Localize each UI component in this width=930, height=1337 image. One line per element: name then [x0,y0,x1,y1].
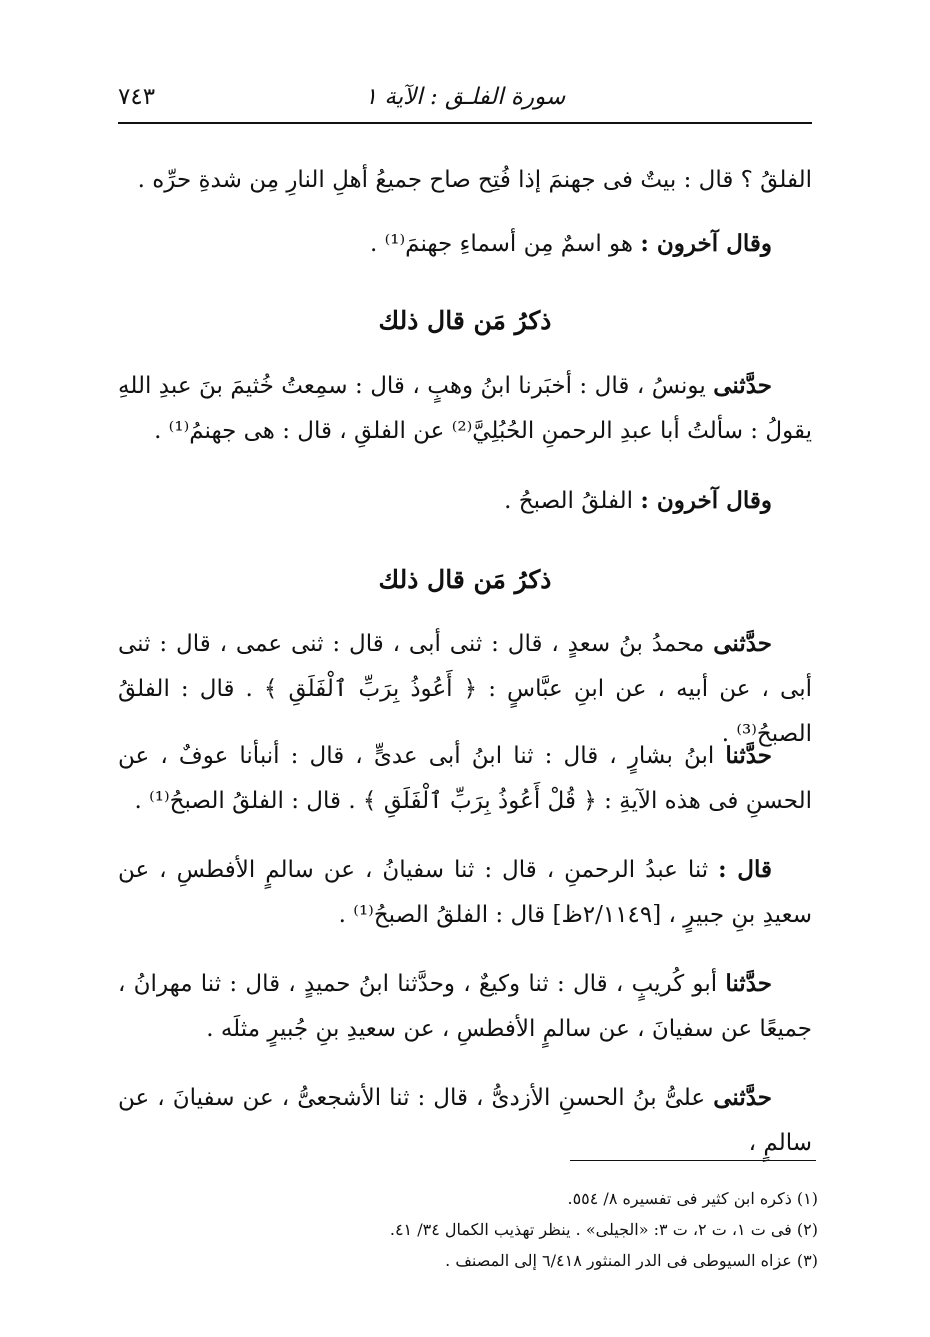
footnotes [300,1183,818,1276]
paragraph-text: ثنا عبدُ الرحمنِ ، قال : ثنا سفيانُ ، عن سالمٍ الأفطسِ ، عن سعيدِ بنِ جبيرٍ ، [٢/١١٤٩ظ] قال : الفلقُ الصبحُ⁽¹⁾ . [118,857,812,928]
paragraph-lead: قال : [718,856,773,883]
paragraph [118,1076,812,1166]
paragraph-lead: وقال آخرون : [640,230,772,257]
paragraph [118,479,812,524]
paragraph-text: محمدُ بنُ سعدٍ ، قال : ثنى أبى ، قال : ثنى عمى ، قال : ثنى أبى ، عن أبيه ، عن ابنِ عبَّاسٍ : ﴿ أَعُوذُ بِرَبِّ ٱلْفَلَقِ ﴾ . قال : الفلقُ الصبحُ⁽³⁾ . [118,631,812,747]
paragraph-lead: حدَّثنا [725,970,772,997]
paragraph-text: يونسُ ، قال : أخبَرنا ابنُ وهبٍ ، قال : سمِعتُ خُثيمَ بنَ عبدِ اللهِ يقولُ : سألتُ أبا عبدِ الرحمنِ الحُبُلِيَّ⁽²⁾ عن الفلقِ ، قال : هى جهنمُ⁽¹⁾ . [118,373,812,444]
paragraph-text: أبو كُريبٍ ، قال : ثنا وكيعٌ ، وحدَّثنا ابنُ حميدٍ ، قال : ثنا مهرانُ ، جميعًا عن سفيانَ ، عن سالمٍ الأفطسِ ، عن سعيدِ بنِ جُبيرٍ مثلَه . [118,971,812,1042]
page-header [118,80,812,120]
footnote: (٣) عزاه السيوطى فى الدر المنثور ٦/٤١٨ إلى المصنف . [445,1251,818,1270]
paragraph-text: هو اسمٌ مِن أسماءِ جهنمَ⁽¹⁾ . [369,231,634,257]
paragraph-text: الفلقُ ؟ قال : بيتٌ فى جهنمَ إذا فُتِح صاح جميعُ أهلِ النارِ مِن شدةِ حرِّه . [137,167,812,193]
footnote: (٢) فى ت ١، ت ٢، ت ٣: «الجيلى» . ينظر تهذيب الكمال ٣٤/ ٤١. [389,1220,818,1239]
paragraph [118,734,812,824]
paragraph-lead: حدَّثنى [713,630,773,657]
paragraph-text: ابنُ بشارٍ ، قال : ثنا ابنُ أبى عدىٍّ ، قال : أنبأنا عوفٌ ، عن الحسنِ فى هذه الآيةِ : ﴿ قُلْ أَعُوذُ بِرَبِّ ٱلْفَلَقِ ﴾ . قال : الفلقُ الصبحُ⁽¹⁾ . [118,743,812,814]
paragraph-lead: حدَّثنى [713,372,772,399]
heading-text: ذكرُ مَن قال ذلك [378,306,552,335]
paragraph-lead: وقال آخرون : [640,487,772,514]
paragraph [118,364,812,454]
paragraph [118,962,812,1052]
paragraph [118,848,812,938]
section-heading [118,556,812,605]
paragraph [118,222,812,267]
running-title: سورة الفلـق : الآية ١ [364,84,566,110]
paragraph-lead: حدَّثنا [725,742,773,769]
footnote-rule [570,1160,816,1161]
header-rule [118,122,812,124]
paragraph-text: علىُّ بنُ الحسنِ الأزدىُّ ، قال : ثنا الأشجعىُّ ، عن سفيانَ ، عن سالمٍ ، [118,1085,812,1156]
paragraph-lead: حدَّثنى [713,1084,773,1111]
paragraph-text: الفلقُ الصبحُ . [504,488,634,514]
heading-text: ذكرُ مَن قال ذلك [378,565,552,594]
paragraph [118,158,812,203]
footnote: (١) ذكره ابن كثير فى تفسيره ٨/ ٥٥٤. [567,1189,818,1208]
section-heading [118,297,812,346]
page-number: ٧٤٣ [118,84,156,110]
